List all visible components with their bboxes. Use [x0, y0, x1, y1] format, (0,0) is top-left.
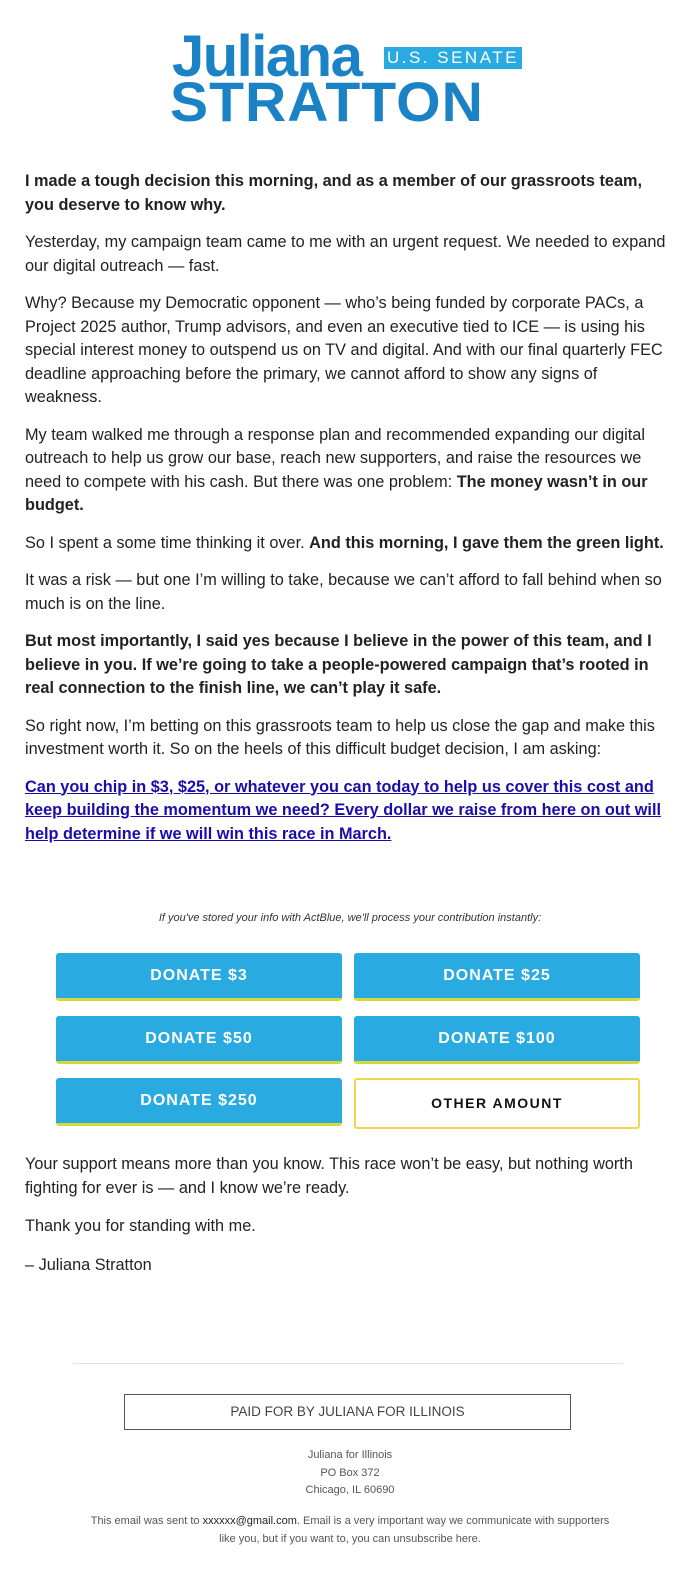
- logo-first-name: Juliana: [172, 24, 362, 89]
- footer-text: . Email is a very important way we communicate with supporters like you, but if you want to, you can: [219, 1515, 610, 1545]
- closing-paragraph: Thank you for standing with me.: [25, 1217, 256, 1235]
- body-paragraph: It was a risk — but one I’m willing to take, because we can’t afford to fall behind when so much is on the line.: [25, 571, 662, 613]
- donate-25-button[interactable]: DONATE $25: [354, 953, 640, 1001]
- bold-paragraph: But most importantly, I said yes because I believe in the power of this team, and I believe in you. If we’re going to take a people-powered campaign that’s rooted in real connection to the finish line, we can’t play it safe.: [25, 632, 652, 697]
- ask-paragraph: [25, 776, 675, 847]
- donate-50-button[interactable]: DONATE $50: [56, 1016, 342, 1064]
- paid-for-disclaimer: PAID FOR BY JULIANA FOR ILLINOIS: [124, 1394, 571, 1430]
- body-emphasis: And this morning, I gave them the green light.: [309, 533, 664, 552]
- footer-divider: [73, 1363, 623, 1364]
- footer-note: [90, 1512, 610, 1548]
- actblue-note: If you've stored your info with ActBlue, we'll process your contribution instantly:: [158, 912, 542, 924]
- body-paragraph: Why? Because my Democratic opponent — who’s being funded by corporate PACs, a Project 2025 author, Trump advisors, and even an executive tied to ICE — is using his special interest money to outspend us on TV and digital. And with our final quarterly FEC deadline approaching before the primary, we cannot afford to show any signs of weakness.: [25, 294, 663, 406]
- donate-250-button[interactable]: DONATE $250: [56, 1078, 342, 1126]
- signature: – Juliana Stratton: [25, 1255, 152, 1274]
- body-paragraph: So right now, I’m betting on this grassroots team to help us close the gap and make this investment worth it. So on the heels of this difficult budget decision, I am asking:: [25, 716, 655, 758]
- logo-last-name: STRATTON: [170, 70, 484, 133]
- donate-3-button[interactable]: DONATE $3: [56, 953, 342, 1001]
- email-body: [25, 170, 675, 860]
- closing-paragraph: Your support means more than you know. This race won’t be easy, but nothing worth fighting for ever is — and I know we’re ready.: [25, 1155, 633, 1197]
- other-amount-button[interactable]: OTHER AMOUNT: [354, 1078, 640, 1129]
- address-line: PO Box 372: [320, 1466, 380, 1479]
- body-paragraph: Yesterday, my campaign team came to me with an urgent request. We needed to expand our digital outreach — fast.: [25, 233, 666, 275]
- recipient-email: xxxxxx@gmail.com: [202, 1515, 297, 1527]
- campaign-logo: [0, 24, 700, 133]
- lead-paragraph: I made a tough decision this morning, and as a member of our grassroots team, you deserve to know why.: [25, 172, 643, 214]
- address-line: Chicago, IL 60690: [305, 1484, 395, 1496]
- mailing-address: [0, 1447, 700, 1500]
- unsubscribe-link[interactable]: unsubscribe here: [393, 1533, 478, 1545]
- body-paragraph: [25, 532, 675, 556]
- address-line: Juliana for Illinois: [307, 1449, 393, 1461]
- body-text: So I spent a some time thinking it over.: [25, 533, 310, 552]
- donate-100-button[interactable]: DONATE $100: [354, 1016, 640, 1064]
- donate-ask-link[interactable]: Can you chip in $3, $25, or whatever you can today to help us cover this cost and keep building the momentum we need? Every dollar we raise from here on out will help determine if we will win this race in March.: [25, 777, 662, 843]
- body-text: My team walked me through a response plan and recommended expanding our digital outreach to help us grow our base, reach new supporters, and raise the resources we need to compete with his cash. But there was one problem:: [25, 425, 645, 491]
- body-emphasis: The money wasn’t in our budget.: [25, 472, 648, 514]
- footer-text: This email was sent to: [90, 1515, 203, 1527]
- footer-text: .: [477, 1533, 481, 1545]
- closing-section: [25, 1153, 675, 1292]
- logo-senate-badge: U.S. SENATE: [384, 47, 522, 69]
- body-paragraph: [25, 424, 675, 518]
